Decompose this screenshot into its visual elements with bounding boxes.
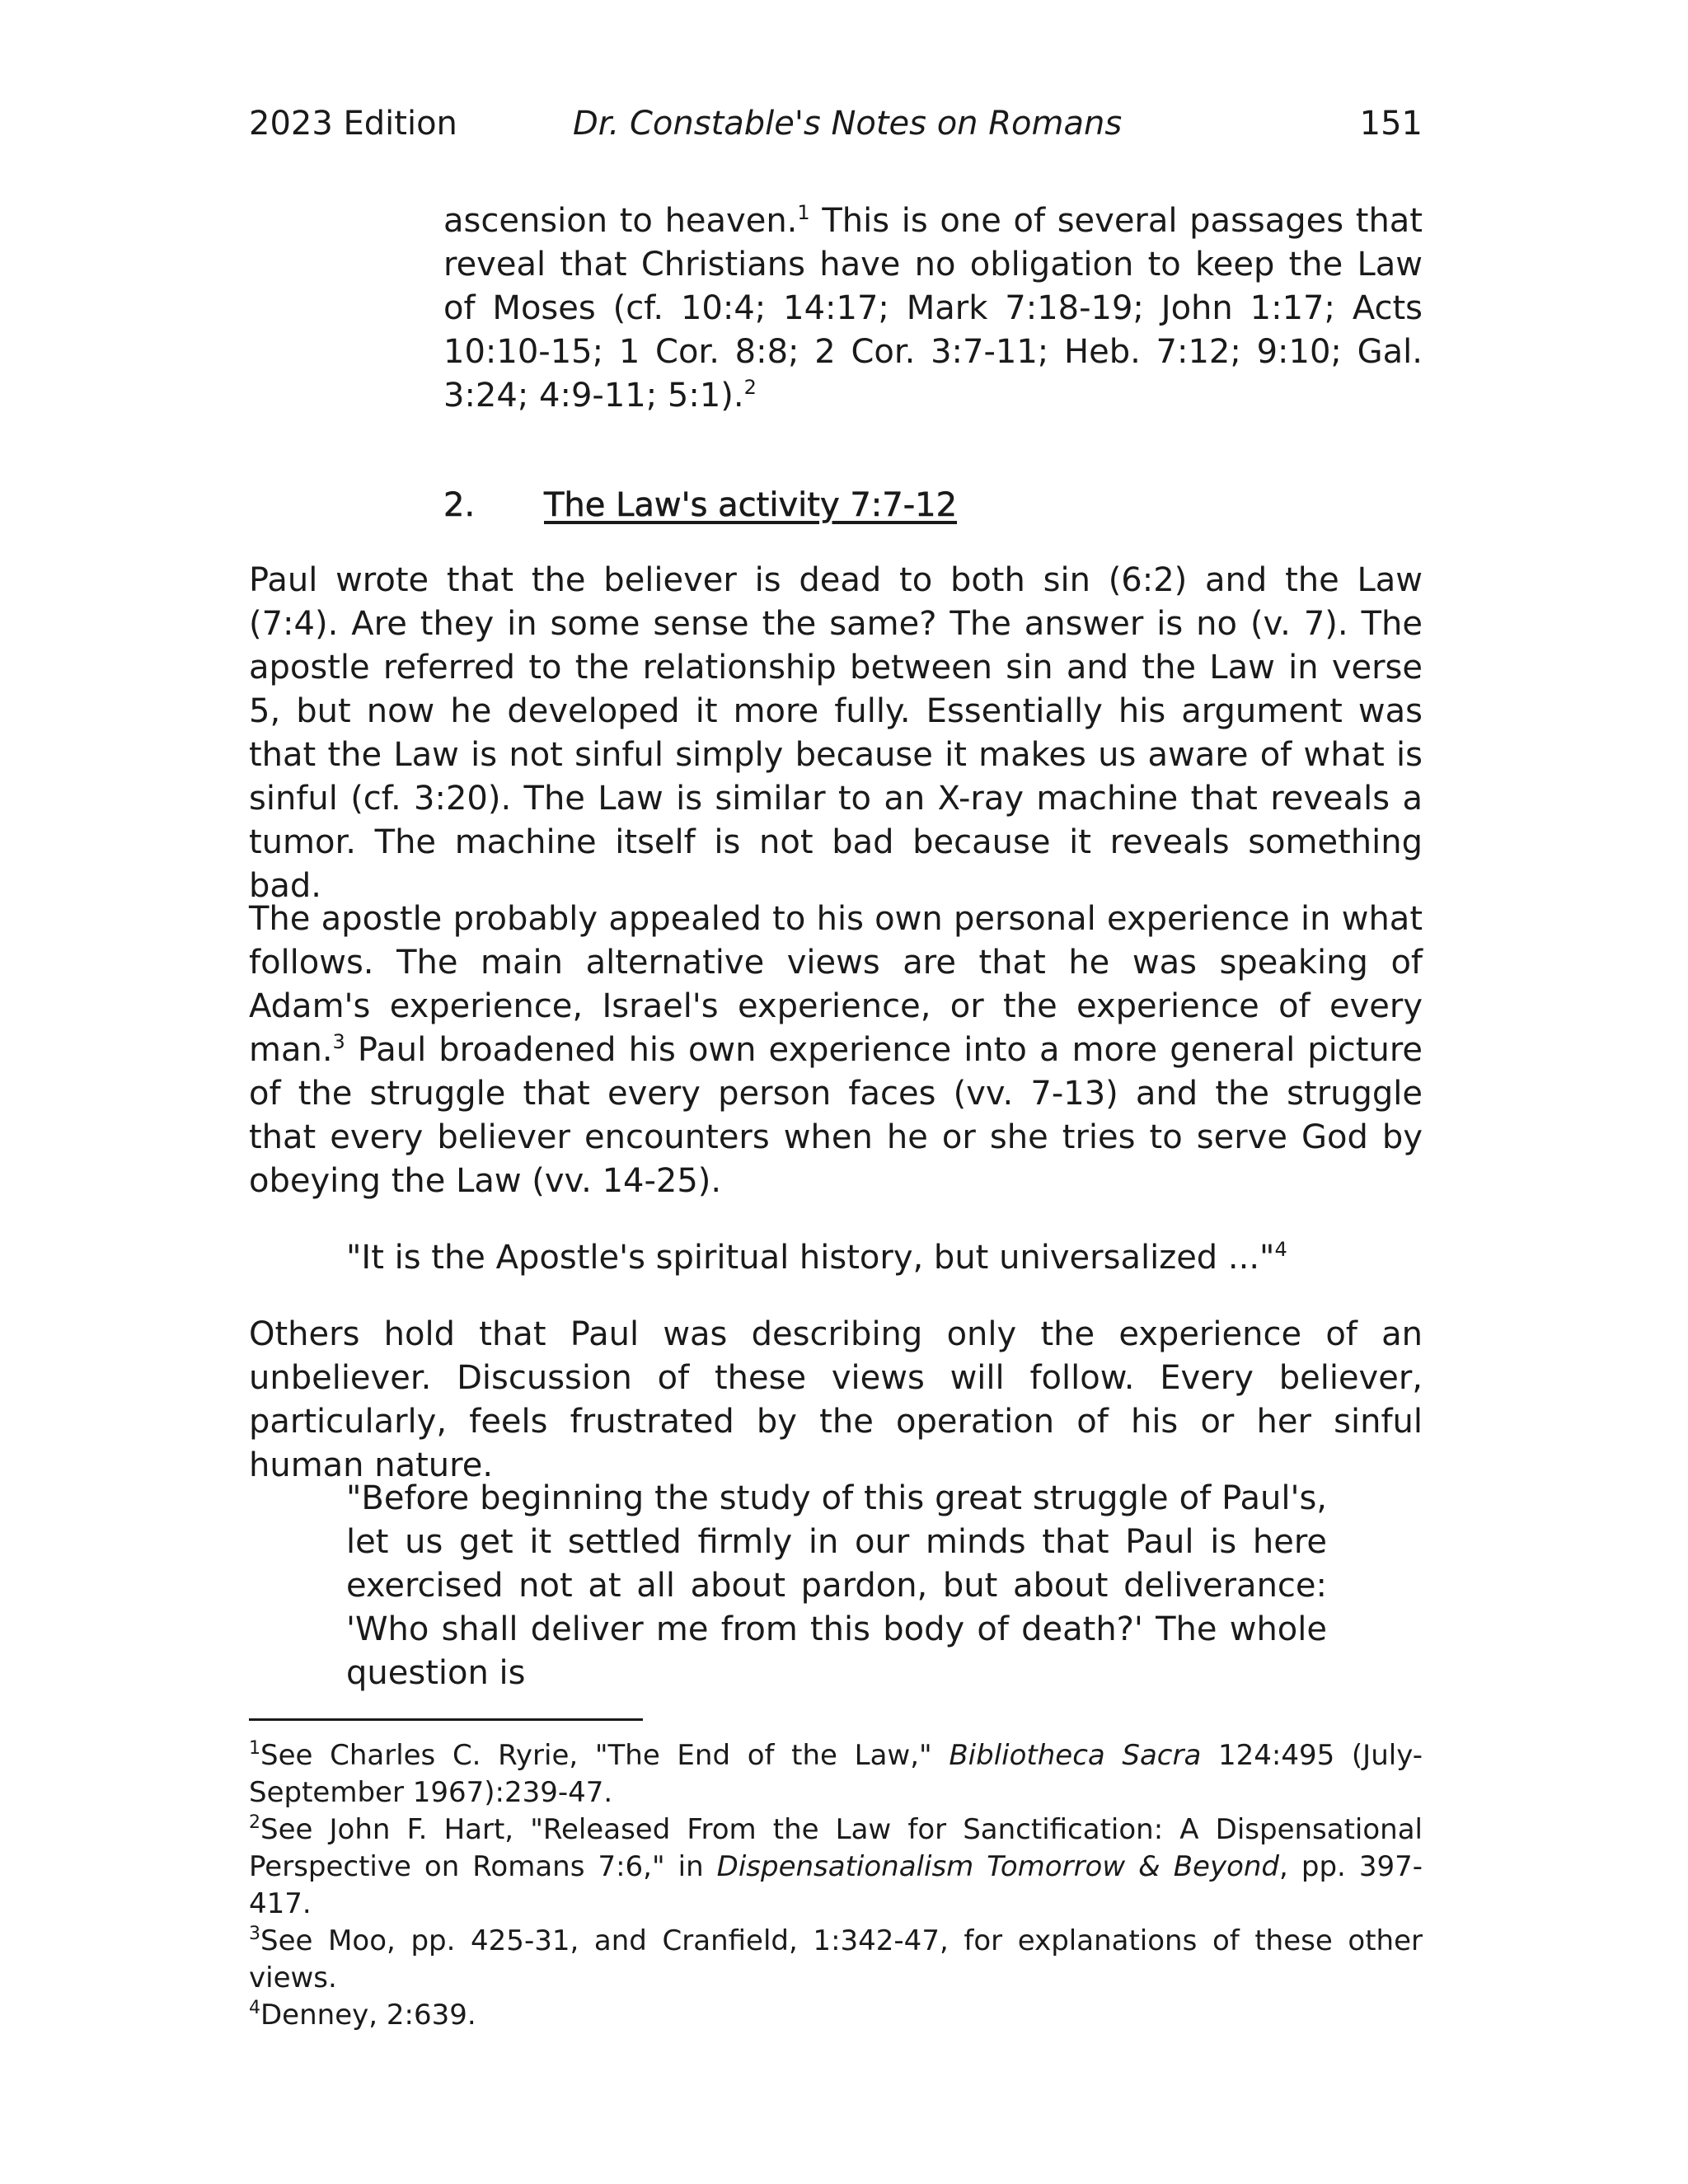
- footnote-1: [249, 1737, 1423, 1811]
- footnote-text: See Moo, pp. 425-31, and Cranfield, 1:342-47, for explanations of these other views.: [249, 1924, 1423, 1994]
- footnote-text: 124:495 (July-September 1967):239-47.: [249, 1739, 1423, 1809]
- footnotes: [249, 1737, 1423, 2034]
- footnote-text: Denney, 2:639.: [260, 1999, 476, 2032]
- footnote-text: , pp. 397-417.: [249, 1850, 1423, 1920]
- section-number: 2.: [443, 486, 476, 524]
- edition-label: 2023 Edition: [249, 105, 457, 143]
- page-number: 151: [1359, 105, 1423, 143]
- footnote-4: [249, 1997, 1423, 2034]
- footnote-3: [249, 1923, 1423, 1997]
- footnote-number: 3: [249, 1924, 260, 1944]
- footnote-number: 1: [249, 1738, 260, 1759]
- footnote-text: See John F. Hart, "Released From the Law for Sanctification: A Dispensational Perspective on Romans 7:6," in: [249, 1813, 1423, 1883]
- quote-text: "It is the Apostle's spiritual history, but universalized ...": [346, 1239, 1275, 1277]
- paragraph: Others hold that Paul was describing only the experience of an unbeliever. Discussion of these views will follow. Every believer, particularly, feels frustrated by the operation of his or her sinful human nature.: [249, 1315, 1423, 1484]
- running-header: [249, 101, 1423, 147]
- short-quote: [346, 1236, 1418, 1280]
- footnote-text: See Charles C. Ryrie, "The End of the Law,": [260, 1739, 950, 1772]
- footnote-ref-3[interactable]: 3: [332, 1030, 345, 1053]
- footnote-number: 2: [249, 1812, 260, 1833]
- book-title: Dr. Constable's Notes on Romans: [573, 105, 1123, 143]
- footnote-ref-1[interactable]: 1: [797, 201, 810, 224]
- paragraph-text: The apostle probably appealed to his own personal experience in what follows. The main alternative views are that he was speaking of Adam's experience, Israel's experience, or the experience of every man.: [249, 900, 1423, 1069]
- paragraph: [249, 898, 1423, 1203]
- continued-paragraph: [443, 199, 1423, 418]
- block-quote: "Before beginning the study of this great struggle of Paul's, let us get it settled firmly in our minds that Paul is here exercised not at all about pardon, but about deliverance: 'Who shall deliver me from this body of death?' The whole question is: [346, 1479, 1327, 1692]
- section-title: The Law's activity 7:7-12: [544, 486, 958, 524]
- paragraph: Paul wrote that the believer is dead to both sin (6:2) and the Law (7:4). Are they in some sense the same? The answer is no (v. 7). The apostle referred to the relationship between sin and the Law in verse 5, but now he developed it more fully. Essentially his argument was that the Law is not sinful simply because it makes us aware of what is sinful (cf. 3:20). The Law is similar to an X-ray machine that reveals a tumor. The machine itself is not bad because it reveals something bad.: [249, 561, 1423, 905]
- paragraph-text: Paul broadened his own experience into a more general picture of the struggle that every person faces (vv. 7-13) and the struggle that every believer encounters when he or she tries to serve God by obeying the Law (vv. 14-25).: [249, 1031, 1423, 1200]
- footnote-source-title: Bibliotheca Sacra: [949, 1739, 1202, 1772]
- footnote-2: [249, 1811, 1423, 1923]
- footnote-ref-2[interactable]: 2: [743, 376, 757, 399]
- footnote-number: 4: [249, 1998, 260, 2018]
- section-heading: [443, 482, 957, 528]
- footnote-ref-4[interactable]: 4: [1274, 1238, 1287, 1261]
- footnote-source-title: Dispensationalism Tomorrow & Beyond: [716, 1850, 1280, 1883]
- paragraph-text: ascension to heaven.: [443, 202, 798, 240]
- paragraph-text: This is one of several passages that reveal that Christians have no obligation to keep the Law of Moses (cf. 10:4; 14:17; Mark 7:18-19; John 1:17; Acts 10:10-15; 1 Cor. 8:8; 2 Cor. 3:7-11; Heb. 7:12; 9:10; Gal. 3:24; 4:9-11; 5:1).: [443, 202, 1423, 415]
- footnote-divider: [249, 1718, 643, 1721]
